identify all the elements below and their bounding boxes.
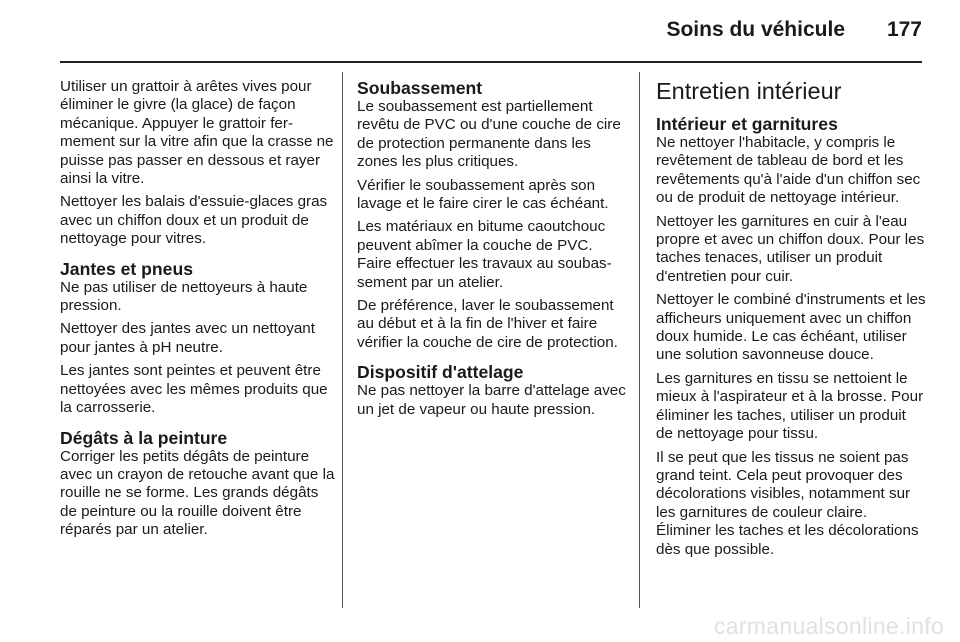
header-divider — [60, 61, 922, 63]
paragraph-winter-wash: De préférence, laver le soubassement au début et à la fin de l'hiver et faire vérifier la couche de cire de protection. — [357, 297, 618, 351]
heading-interior-care: Entretien intérieur — [656, 78, 842, 104]
paragraph-dashboard-cleaning: Ne nettoyer l'habitacle, y compris le revêtement de tableau de bord et les revêtements qu'à l'aide d'un chiffon sec ou de produit de nettoyage intérieur. — [656, 134, 921, 207]
heading-towing-device: Dispositif d'attelage — [357, 362, 524, 383]
column-divider-1 — [342, 72, 343, 608]
heading-underbody: Soubassement — [357, 78, 483, 98]
column-right — [656, 78, 926, 564]
paragraph-instrument-cluster: Nettoyer le combiné d'instruments et les afficheurs uniquement avec un chiffon doux humide. Le cas échéant, utiliser une solution savonneuse douce. — [656, 291, 926, 364]
paragraph-leather: Nettoyer les garnitures en cuir à l'eau propre et avec un chiffon doux. Pour les taches tenaces, utiliser un produit d'entretien pour cuir. — [656, 212, 925, 285]
paragraph-wheel-cleaner: Nettoyer des jantes avec un nettoyant pour jantes à pH neutre. — [60, 320, 315, 356]
paragraph-underbody-check: Vérifier le soubassement après son lavage et le faire cirer le cas échéant. — [357, 176, 609, 213]
paragraph-colourfast: Il se peut que les tissus ne soient pas grand teint. Cela peut provoquer des décolorations visibles, notamment sur les garnitures de couleur claire. Éliminer les taches et les décolorations dès que possible. — [656, 448, 919, 558]
paragraph-underbody-coating: Le soubassement est partiellement revêtu de PVC ou d'une couche de cire de protection permanente dans les zones les plus critiques. — [357, 98, 621, 171]
paragraph-painted-wheels: Les jantes sont peintes et peuvent être nettoyées avec les mêmes produits que la carrosserie. — [60, 362, 328, 417]
page-header — [0, 0, 960, 60]
heading-interior-trim: Intérieur et garnitures — [656, 114, 838, 134]
paragraph-bitumen: Les matériaux en bitume caoutchouc peuvent abîmer la couche de PVC. Faire effectuer les travaux au soubassement par un atelier. — [357, 218, 612, 291]
paragraph-fabric: Les garnitures en tissu se nettoient le mieux à l'aspirateur et à la brosse. Pour éliminer les taches, utiliser un produit de nettoyage pour tissu. — [656, 369, 924, 443]
paragraph-wiper-blades: Nettoyer les balais d'essuie-glaces gras avec un chiffon doux et un produit de nettoyage pour vitres. — [60, 193, 328, 248]
column-middle — [357, 78, 627, 424]
paragraph-scraper: Utiliser un grattoir à arêtes vives pour éliminer le givre (la glace) de façon mécanique. Appuyer le grattoir fermement sur la vitre afin que la crasse ne puisse pas passer en dessous et rayer ainsi la vitre. — [60, 78, 334, 188]
page-number: 177 — [886, 18, 922, 41]
heading-paint-damage: Dégâts à la peinture — [60, 427, 228, 448]
paragraph-high-pressure: Ne pas utiliser de nettoyeurs à haute pression. — [60, 278, 308, 315]
column-left — [60, 78, 336, 545]
paragraph-towing-bar: Ne pas nettoyer la barre d'attelage avec un jet de vapeur ou haute pression. — [357, 382, 626, 418]
paragraph-paint-damage: Corriger les petits dégâts de peinture avec un crayon de retouche avant que la rouille ne se forme. Les grands dégâts de peinture ou la rouille doivent être réparés par un atelier. — [60, 447, 335, 539]
page-title: Soins du véhicule — [666, 18, 845, 41]
watermark: carmanualsonline.info — [713, 613, 944, 639]
column-divider-2 — [639, 72, 640, 608]
heading-wheels-tyres: Jantes et pneus — [60, 258, 193, 279]
